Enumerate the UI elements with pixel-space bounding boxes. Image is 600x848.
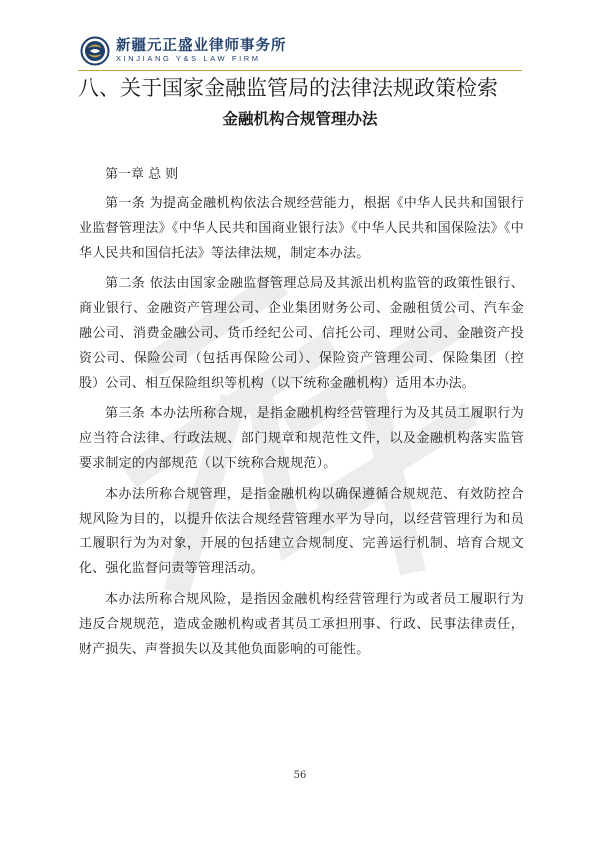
page-number: 56 [293, 770, 307, 781]
yuanzheng-logo-icon [80, 36, 110, 66]
article-1: 第一条 为提高金融机构依法合规经营能力，根据《中华人民共和国银行业监督管理法》《中华人民共和国商业银行法》《中华人民共和国保险法》《中华人民共和国信托法》等法律法规，制定本办法。 [79, 196, 524, 261]
letterhead [80, 34, 287, 68]
header-divider [78, 70, 522, 71]
article-2: 第二条 依法由国家金融监督管理总局及其派出机构监管的政策性银行、商业银行、金融资产管理公司、企业集团财务公司、金融租赁公司、汽车金融公司、消费金融公司、货币经纪公司、信托公司、理财公司、金融资产投资公司、保险公司（包括再保险公司）、保险资产管理公司、保险集团（控股）公司、相互保险组织等机构（以下统称金融机构）适用本办法。 [79, 276, 524, 391]
document-title: 金融机构合规管理办法 [222, 110, 378, 128]
firm-name-block [116, 38, 287, 64]
chapter-heading: 第一章 总 则 [105, 167, 179, 182]
compliance-risk-definition: 本办法所称合规风险，是指因金融机构经营管理行为或者员工履职行为违反合规规范，造成金融机构或者其员工承担刑事、行政、民事法律责任，财产损失、声誉损失以及其他负面影响的可能性。 [79, 591, 524, 657]
article-3: 第三条 本办法所称合规，是指金融机构经营管理行为及其员工履职行为应当符合法律、行政法规、部门规章和规范性文件，以及金融机构落实监管要求制定的内部规范（以下统称合规规范）。 [79, 406, 524, 471]
firm-name-english: XINJIANG Y&S LAW FIRM [116, 54, 261, 63]
compliance-management-definition: 本办法所称合规管理，是指金融机构以确保遵循合规规范、有效防控合规风险为目的，以提升依法合规经营管理水平为导向，以经营管理行为和员工履职行为为对象，开展的包括建立合规制度、完善运行机制、培育合规文化、强化监督问责等管理活动。 [79, 486, 524, 577]
firm-name-chinese: 新疆元正盛业律师事务所 [116, 38, 287, 54]
section-title: 八、关于国家金融监管局的法律法规政策检索 [78, 76, 498, 100]
document-body [79, 162, 524, 662]
